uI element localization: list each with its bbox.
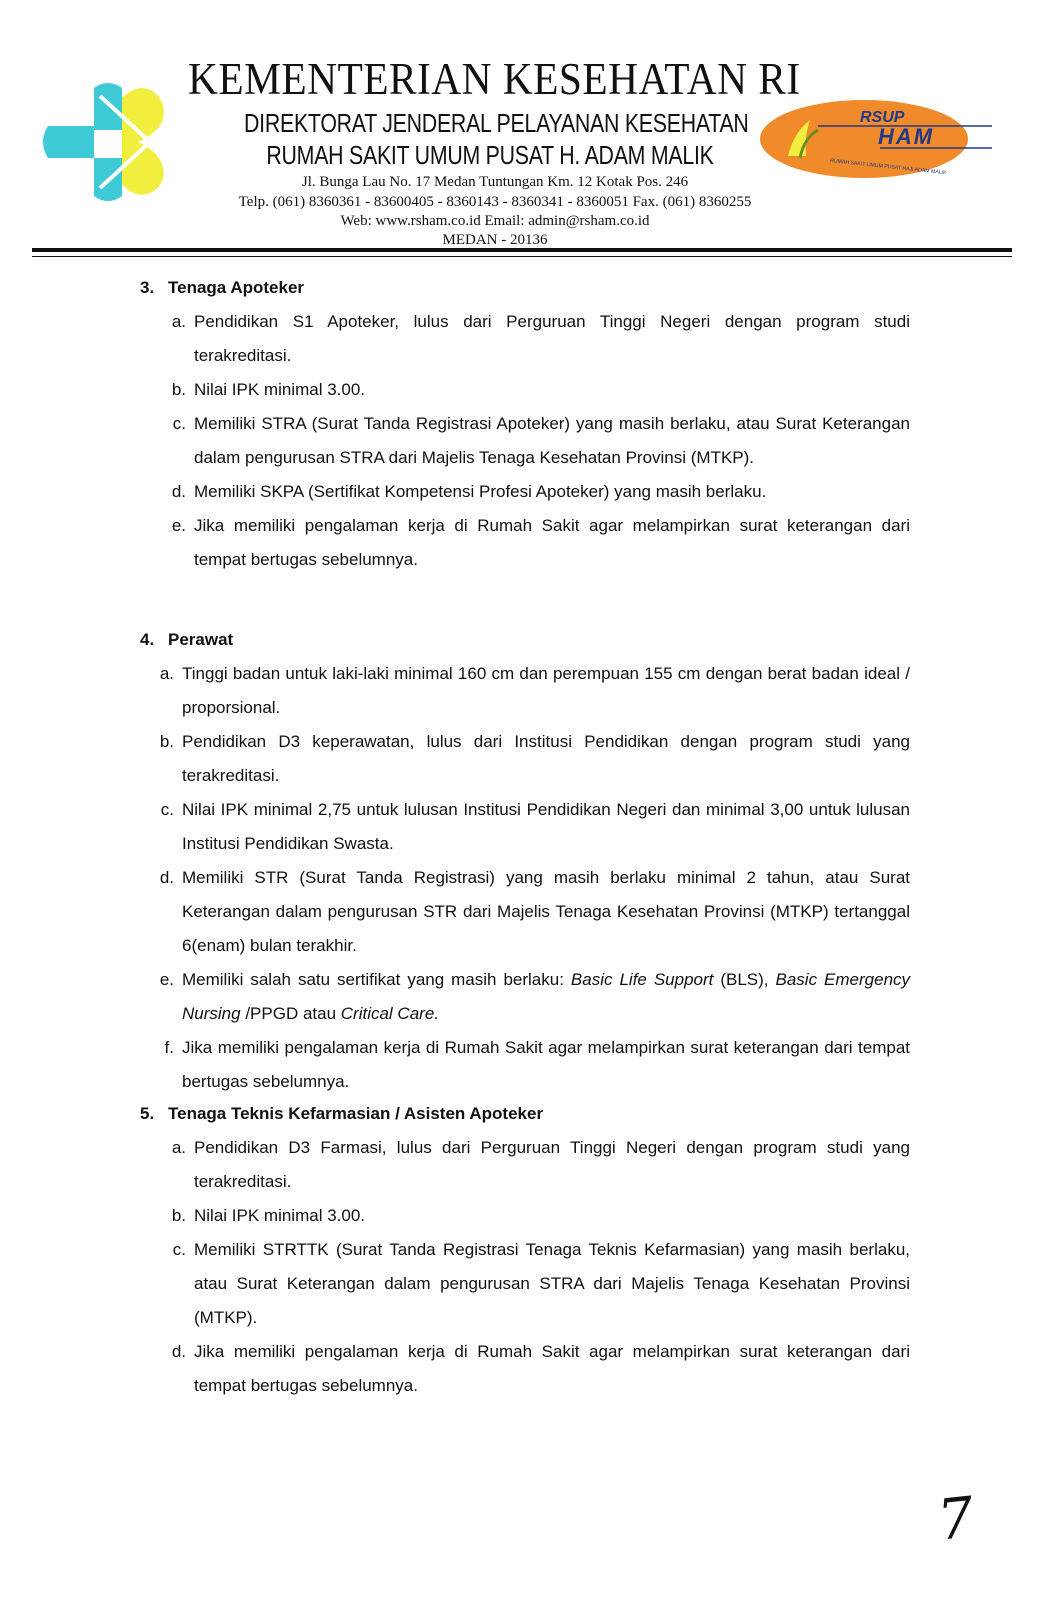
item-letter: a. bbox=[171, 312, 186, 331]
section-title: Perawat bbox=[168, 630, 234, 649]
rsup-text: RSUP bbox=[860, 109, 905, 126]
list-item bbox=[140, 407, 910, 475]
list-item bbox=[140, 1199, 910, 1233]
item-text: Jika memiliki pengalaman kerja di Rumah Sakit agar melampirkan surat keterangan dari tempat bertugas sebelumnya. bbox=[182, 1038, 910, 1091]
text-run: /PPGD atau bbox=[240, 1004, 341, 1023]
list-item bbox=[140, 1131, 910, 1199]
rsup-ham-logo bbox=[760, 98, 992, 180]
item-letter: b. bbox=[159, 732, 174, 751]
hospital-title: RUMAH SAKIT UMUM PUSAT H. ADAM MALIK bbox=[266, 140, 714, 170]
ministry-logo bbox=[38, 78, 170, 206]
ministry-title: KEMENTERIAN KESEHATAN RI bbox=[188, 54, 801, 104]
hospital-phone: Telp. (061) 8360361 - 83600405 - 8360143 - 8360341 - 8360051 Fax. (061) 8360255 bbox=[238, 194, 752, 210]
logo-petal-top bbox=[94, 83, 122, 130]
list-item bbox=[140, 1031, 910, 1099]
item-letter: a. bbox=[171, 1138, 186, 1157]
text-run: (BLS), bbox=[713, 970, 776, 989]
item-letter: b. bbox=[171, 1206, 186, 1225]
section-number: 5. bbox=[140, 1104, 155, 1123]
item-letter: c. bbox=[172, 1240, 186, 1259]
item-text: Nilai IPK minimal 3.00. bbox=[194, 380, 366, 399]
text-run-italic: Basic Emergency Nursing bbox=[182, 970, 911, 1023]
text-run-italic: Basic Life Support bbox=[570, 970, 714, 989]
text-run: Memiliki salah satu sertifikat yang masih berlaku: bbox=[182, 970, 571, 989]
list-item bbox=[140, 509, 910, 577]
hospital-city: MEDAN - 20136 bbox=[442, 232, 548, 248]
section-perawat bbox=[140, 623, 910, 1099]
item-letter: e. bbox=[159, 970, 174, 989]
item-text: Jika memiliki pengalaman kerja di Rumah Sakit agar melampirkan surat keterangan dari tempat bertugas sebelumnya. bbox=[194, 516, 910, 569]
list-item bbox=[140, 305, 910, 373]
section-tenaga-teknis-kefarmasian bbox=[140, 1097, 910, 1403]
list-item bbox=[140, 373, 910, 407]
item-text: Pendidikan D3 keperawatan, lulus dari Institusi Pendidikan dengan program studi yang terakreditasi. bbox=[182, 732, 910, 785]
section-title: Tenaga Teknis Kefarmasian / Asisten Apoteker bbox=[168, 1104, 544, 1123]
item-text: Memiliki STRA (Surat Tanda Registrasi Apoteker) yang masih berlaku, atau Surat Keterangan dalam pengurusan STRA dari Majelis Tenaga Kesehatan Provinsi (MTKP). bbox=[194, 414, 910, 467]
item-letter: d. bbox=[159, 868, 174, 887]
logo-ring-text: RUMAH SAKIT UMUM PUSAT HAJI ADAM MALIK bbox=[829, 158, 947, 177]
item-letter: b. bbox=[171, 380, 186, 399]
item-text: Nilai IPK minimal 3.00. bbox=[194, 1206, 366, 1225]
list-item bbox=[140, 793, 910, 861]
list-item bbox=[140, 657, 910, 725]
section-title: Tenaga Apoteker bbox=[168, 278, 305, 297]
list-item bbox=[140, 475, 910, 509]
section-heading bbox=[140, 623, 910, 657]
item-text: Memiliki SKPA (Sertifikat Kompetensi Profesi Apoteker) yang masih berlaku. bbox=[194, 482, 767, 501]
list-item bbox=[140, 725, 910, 793]
item-text: Pendidikan S1 Apoteker, lulus dari Perguruan Tinggi Negeri dengan program studi terakreditasi. bbox=[194, 312, 910, 365]
item-text: Jika memiliki pengalaman kerja di Rumah Sakit agar melampirkan surat keterangan dari tempat bertugas sebelumnya. bbox=[194, 1342, 910, 1395]
item-text: Nilai IPK minimal 2,75 untuk lulusan Institusi Pendidikan Negeri dan minimal 3,00 untuk lulusan Institusi Pendidikan Swasta. bbox=[182, 800, 910, 853]
text-run-italic: Critical Care. bbox=[340, 1004, 440, 1023]
item-letter: d. bbox=[171, 1342, 186, 1361]
header-rule-thick bbox=[32, 248, 1012, 252]
ham-text: HAM bbox=[878, 124, 935, 149]
item-letter: f. bbox=[164, 1038, 174, 1057]
item-letter: c. bbox=[160, 800, 174, 819]
item-letter: e. bbox=[171, 516, 186, 535]
header-rule-thin bbox=[32, 256, 1012, 257]
hospital-address: Jl. Bunga Lau No. 17 Medan Tuntungan Km. 12 Kotak Pos. 246 bbox=[301, 174, 689, 190]
section-tenaga-apoteker bbox=[140, 271, 910, 577]
list-item bbox=[140, 861, 910, 963]
hospital-web-email: Web: www.rsham.co.id Email: admin@rsham.co.id bbox=[340, 213, 650, 229]
directorate-title: DIREKTORAT JENDERAL PELAYANAN KESEHATAN bbox=[244, 108, 749, 138]
item-text: Tinggi badan untuk laki-laki minimal 160 cm dan perempuan 155 cm dengan berat badan ideal / proporsional. bbox=[182, 664, 910, 717]
section-heading bbox=[140, 1097, 910, 1131]
section-heading bbox=[140, 271, 910, 305]
item-text: Pendidikan D3 Farmasi, lulus dari Perguruan Tinggi Negeri dengan program studi yang terakreditasi. bbox=[194, 1138, 910, 1191]
section-number: 3. bbox=[140, 278, 155, 297]
list-item bbox=[140, 963, 910, 1031]
section-number: 4. bbox=[140, 630, 155, 649]
item-text-mixed bbox=[182, 963, 910, 1031]
item-text: Memiliki STRTTK (Surat Tanda Registrasi Tenaga Teknis Kefarmasian) yang masih berlaku, atau Surat Keterangan dalam pengurusan STRA dari Majelis Tenaga Kesehatan Provinsi (MTKP). bbox=[194, 1240, 910, 1327]
item-letter: c. bbox=[172, 414, 186, 433]
logo-petal-left bbox=[43, 126, 94, 158]
item-letter: d. bbox=[171, 482, 186, 501]
item-letter: a. bbox=[159, 664, 174, 683]
list-item bbox=[140, 1335, 910, 1403]
item-text: Memiliki STR (Surat Tanda Registrasi) yang masih berlaku minimal 2 tahun, atau Surat Keterangan dalam pengurusan STR dari Majelis Tenaga Kesehatan Provinsi (MTKP) tertanggal 6(enam) bulan terakhir. bbox=[182, 868, 910, 955]
list-item bbox=[140, 1233, 910, 1335]
handwritten-page-number: 7 bbox=[934, 1485, 977, 1554]
